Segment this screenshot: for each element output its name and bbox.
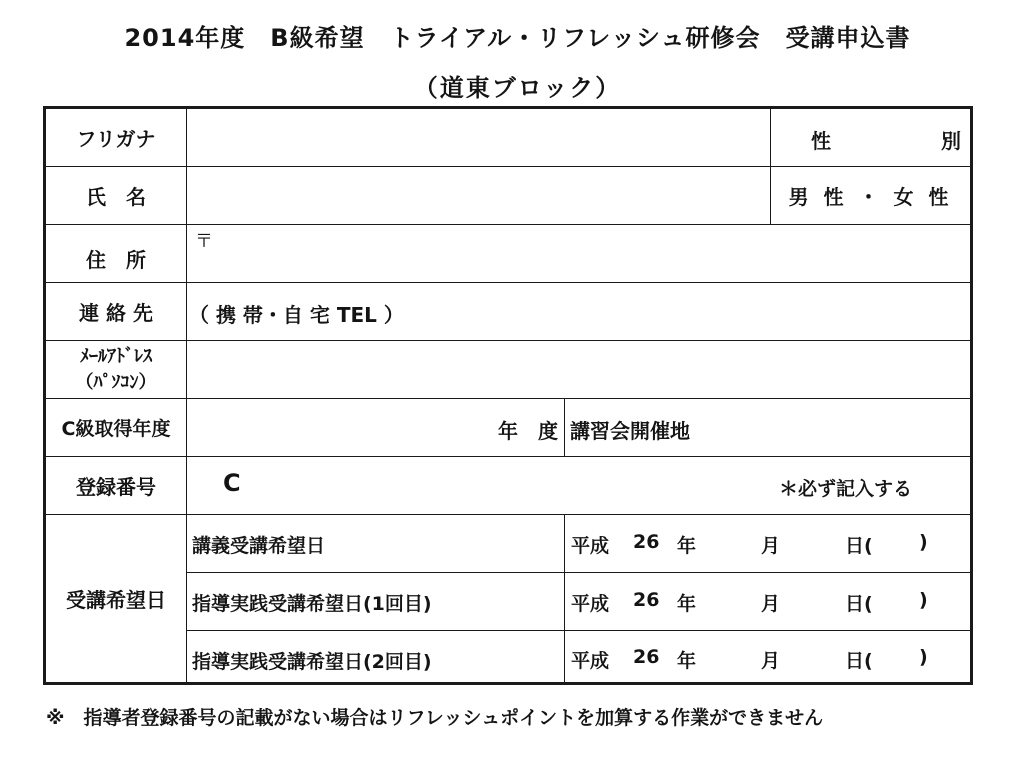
wish-month: 月	[761, 593, 781, 615]
page-subtitle: （道東ブロック）	[413, 74, 622, 102]
address-field[interactable]	[187, 225, 970, 282]
furigana-field[interactable]	[187, 109, 769, 166]
registration-prefix: C	[223, 469, 241, 497]
wish-row-label: 指導実践受講希望日(1回目)	[192, 593, 432, 615]
wish-month: 月	[761, 650, 781, 672]
c-grade-label: C級取得年度	[61, 418, 171, 440]
wish-close: )	[919, 589, 928, 611]
wish-dates-label: 受講希望日	[66, 588, 166, 612]
wish-year: 26	[633, 646, 660, 668]
wish-row-label: 講義受講希望日	[192, 535, 326, 557]
wish-date-field[interactable]	[565, 573, 970, 630]
wish-era: 平成	[571, 593, 610, 615]
registration-label: 登録番号	[76, 475, 156, 499]
application-form	[43, 106, 973, 685]
postal-mark: 〒	[195, 231, 213, 252]
email-label-line2: （ﾊﾟｿｺﾝ）	[75, 371, 157, 393]
wish-era: 平成	[571, 650, 610, 672]
contact-type-text: （ 携 帯・自 宅 TEL ）	[189, 303, 404, 327]
name-label: 氏 名	[86, 185, 146, 209]
footer-note: ※ 指導者登録番号の記載がない場合はリフレッシュポイントを加算する作業ができません	[46, 707, 824, 729]
name-field[interactable]	[187, 167, 769, 224]
wish-close: )	[919, 531, 928, 553]
gender-label-left: 性	[811, 129, 831, 153]
year-suffix: 年 度	[498, 419, 558, 443]
venue-field[interactable]	[565, 399, 970, 456]
wish-nen: 年	[677, 535, 697, 557]
wish-year: 26	[633, 531, 660, 553]
furigana-label: フリガナ	[76, 127, 156, 151]
gender-label-right: 別	[941, 129, 961, 153]
wish-day: 日(	[845, 535, 873, 557]
wish-day: 日(	[845, 593, 873, 615]
email-field[interactable]	[187, 341, 970, 398]
wish-year: 26	[633, 589, 660, 611]
wish-era: 平成	[571, 535, 610, 557]
contact-label: 連 絡 先	[79, 301, 153, 325]
c-grade-year-field[interactable]	[187, 399, 564, 456]
wish-row-label: 指導実践受講希望日(2回目)	[192, 651, 432, 673]
wish-close: )	[919, 646, 928, 668]
email-label-line1: ﾒｰﾙｱﾄﾞﾚｽ	[80, 345, 152, 367]
registration-field[interactable]	[187, 457, 970, 514]
registration-note: ＊必ず記入する	[779, 478, 913, 500]
wish-day: 日(	[845, 650, 873, 672]
wish-date-field[interactable]	[565, 631, 970, 682]
email-label-text	[76, 344, 157, 396]
wish-month: 月	[761, 535, 781, 557]
wish-nen: 年	[677, 593, 697, 615]
page-title: 2014年度 B級希望 トライアル・リフレッシュ研修会 受講申込書	[124, 24, 911, 52]
wish-nen: 年	[677, 650, 697, 672]
gender-options[interactable]: 男 性 ・ 女 性	[788, 185, 953, 209]
wish-date-field[interactable]	[565, 515, 970, 572]
email-label	[46, 341, 186, 398]
contact-field[interactable]	[187, 283, 970, 340]
venue-label: 講習会開催地	[570, 419, 690, 443]
address-label: 住 所	[86, 248, 146, 272]
gender-header	[771, 109, 970, 166]
